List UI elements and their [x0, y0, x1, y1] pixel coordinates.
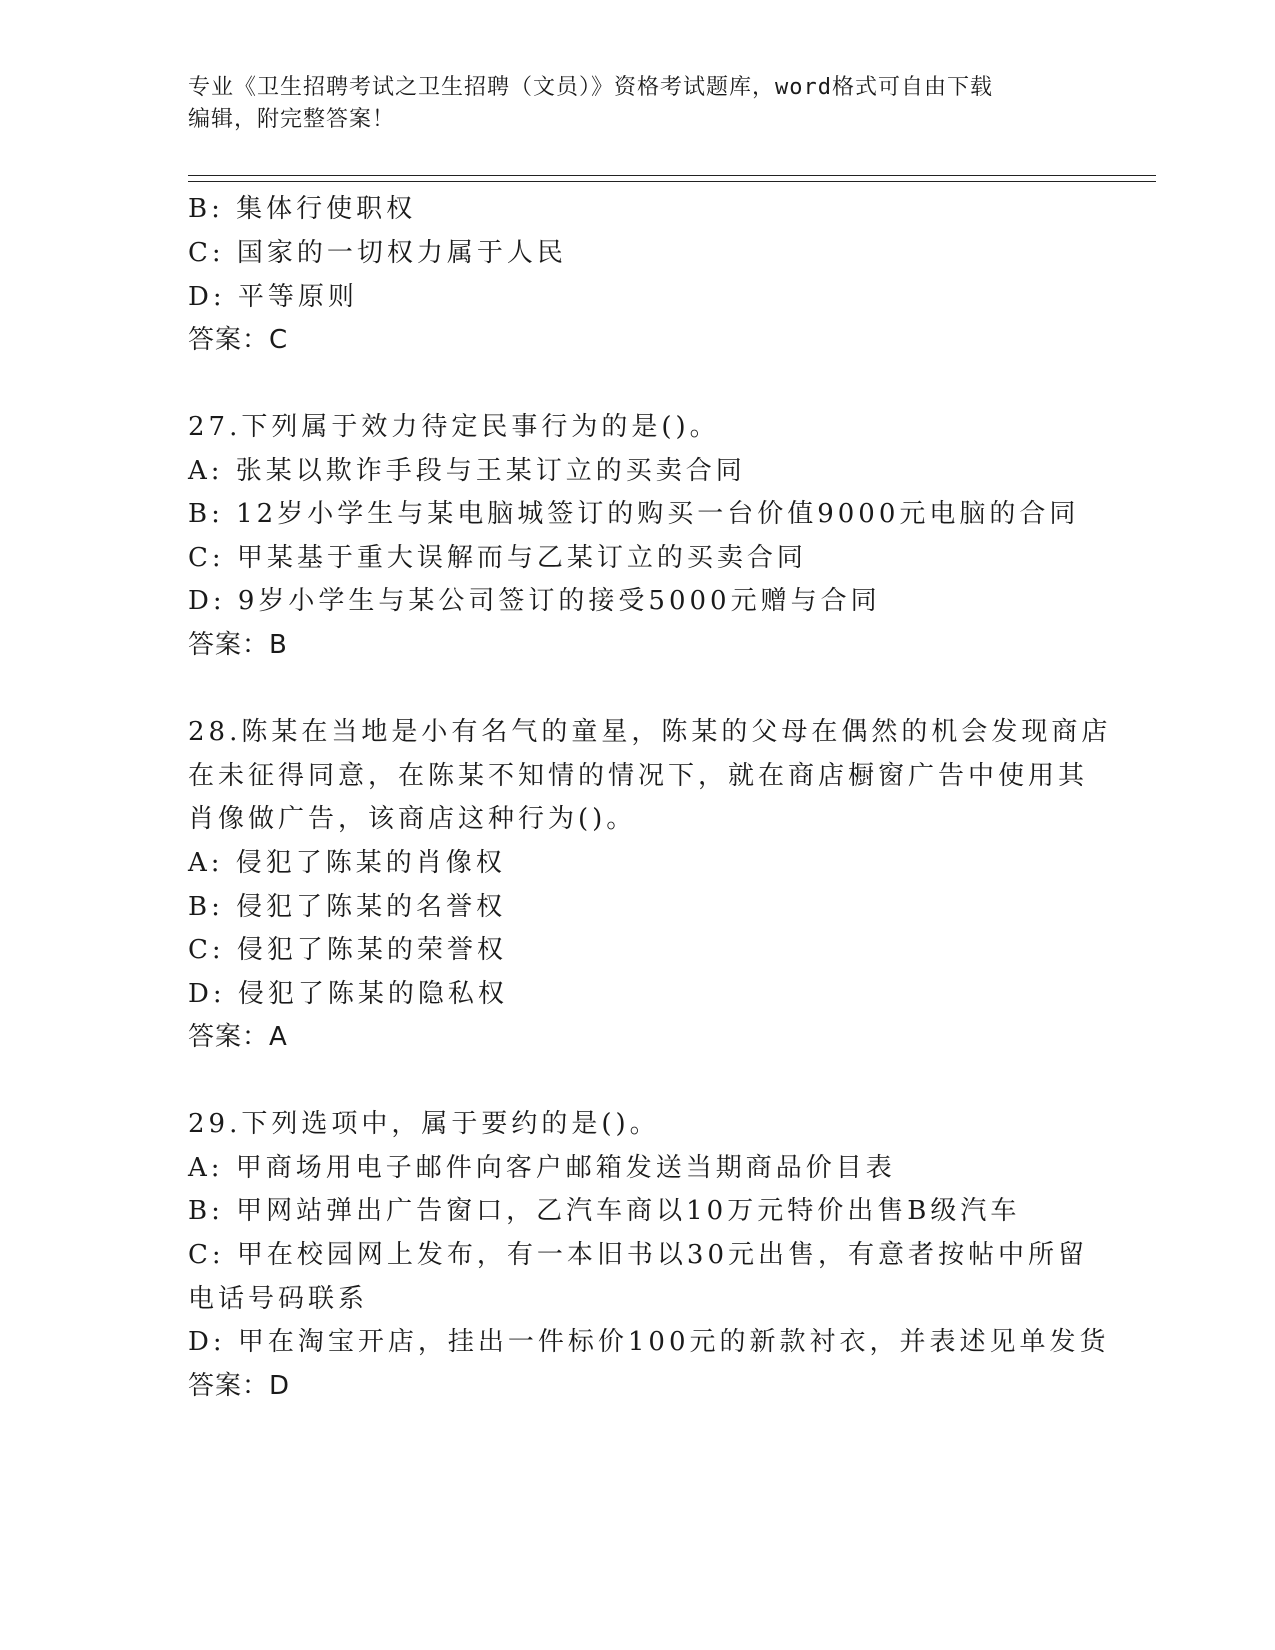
header-divider-bottom [188, 181, 1156, 182]
document-header [188, 72, 1088, 136]
q28-option-b: B: 侵犯了陈某的名誉权 [188, 892, 507, 922]
q27-option-b: B: 12岁小学生与某电脑城签订的购买一台价值9000元电脑的合同 [188, 499, 1080, 529]
q29-option-b: B: 甲网站弹出广告窗口，乙汽车商以10万元特价出售B级汽车 [188, 1196, 1021, 1226]
header-line-2: 编辑，附完整答案！ [188, 107, 396, 132]
header-divider-top [188, 175, 1156, 176]
q28-option-c: C: 侵犯了陈某的荣誉权 [188, 935, 507, 965]
q27-question: 27.下列属于效力待定民事行为的是()。 [188, 412, 720, 442]
q29-question: 29.下列选项中，属于要约的是()。 [188, 1109, 660, 1139]
q27-option-d: D: 9岁小学生与某公司签订的接受5000元赠与合同 [188, 586, 881, 616]
q26-option-c: C: 国家的一切权力属于人民 [188, 238, 567, 268]
q29-option-c-line-2: 电话号码联系 [188, 1284, 369, 1314]
q29-option-c-line-1: C: 甲在校园网上发布，有一本旧书以30元出售，有意者按帖中所留 [188, 1240, 1089, 1270]
q29-option-d: D: 甲在淘宝开店，挂出一件标价100元的新款衬衣，并表述见单发货 [188, 1327, 1110, 1357]
q28-option-d: D: 侵犯了陈某的隐私权 [188, 979, 508, 1009]
q28-answer: 答案：A [188, 1022, 288, 1052]
header-line-1: 专业《卫生招聘考试之卫生招聘（文员）》资格考试题库，word格式可自由下载 [188, 75, 993, 100]
q27-answer: 答案：B [188, 630, 288, 660]
q27-option-c: C: 甲某基于重大误解而与乙某订立的买卖合同 [188, 543, 807, 573]
q27-option-a: A: 张某以欺诈手段与王某订立的买卖合同 [188, 456, 746, 486]
q28-question-line-1: 28.陈某在当地是小有名气的童星，陈某的父母在偶然的机会发现商店 [188, 717, 1112, 747]
q28-question-line-3: 肖像做广告，该商店这种行为()。 [188, 804, 637, 834]
q26-option-b: B: 集体行使职权 [188, 194, 417, 224]
q28-question-line-2: 在未征得同意，在陈某不知情的情况下，就在商店橱窗广告中使用其 [188, 761, 1089, 791]
q29-option-a: A: 甲商场用电子邮件向客户邮箱发送当期商品价目表 [188, 1153, 896, 1183]
q26-option-d: D: 平等原则 [188, 282, 358, 312]
q29-answer: 答案：D [188, 1371, 291, 1401]
q26-answer: 答案：C [188, 325, 289, 355]
q28-option-a: A: 侵犯了陈某的肖像权 [188, 848, 506, 878]
